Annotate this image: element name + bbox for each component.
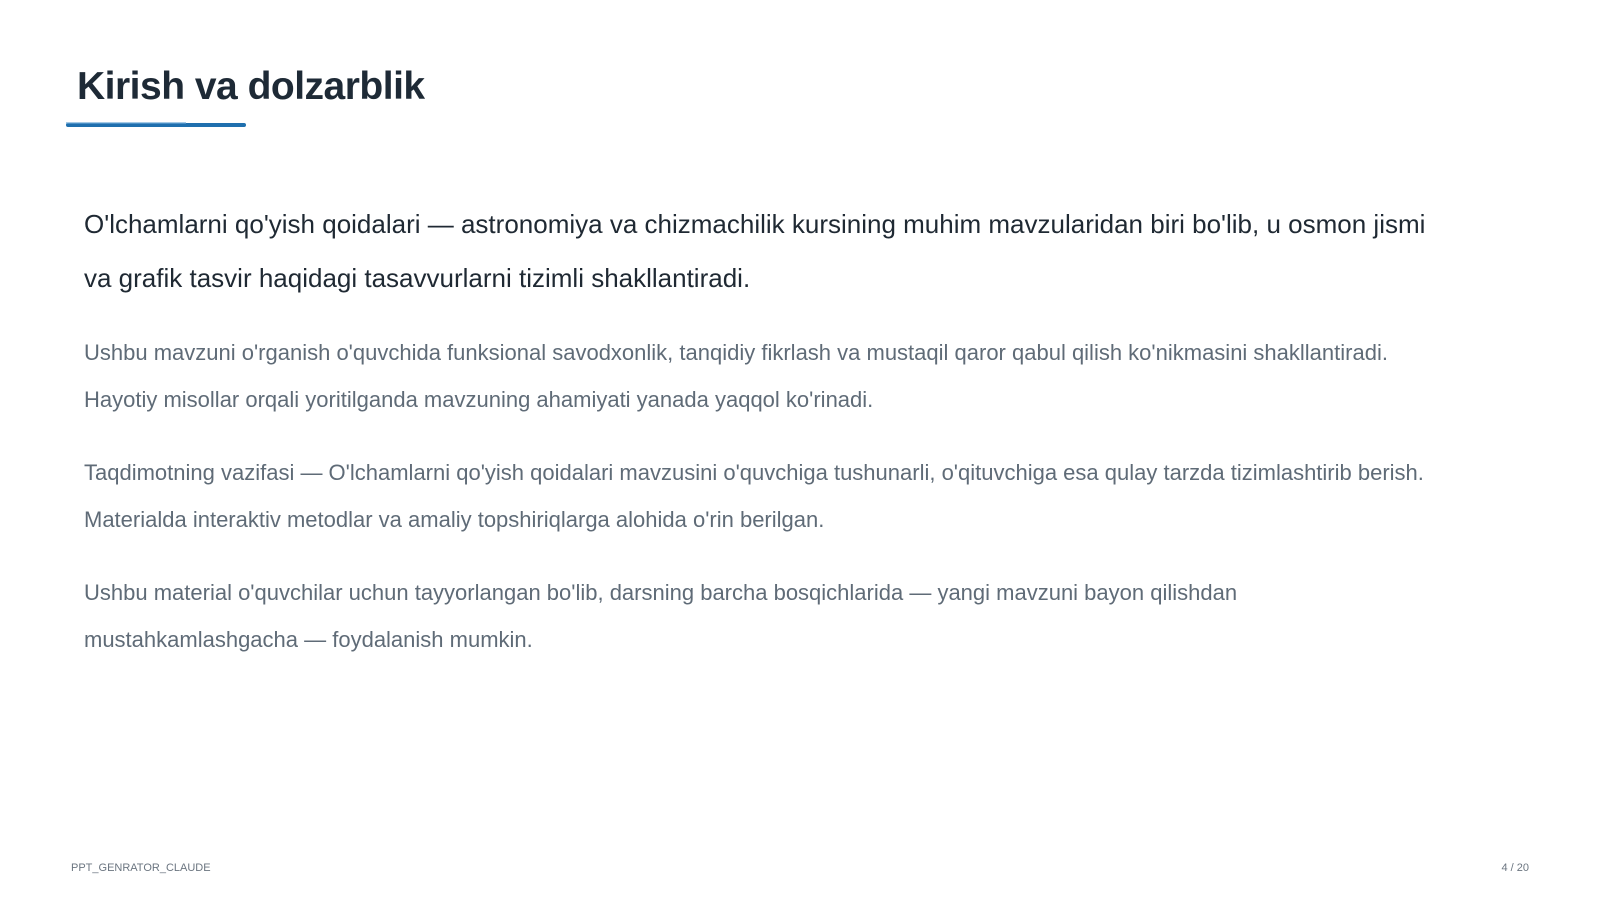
body-paragraph-1: Ushbu mavzuni o'rganish o'quvchida funksional savodxonlik, tanqidiy fikrlash va mustaqil qaror qabul qilish ko'nikmasini shakllantiradi. Hayotiy misollar orqali yoritilganda mavzuning ahamiyati yanada yaqqol ko'rinadi. (84, 340, 1388, 412)
slide-title: Kirish va dolzarblik (77, 65, 425, 108)
title-underline (66, 123, 246, 127)
slide-content (84, 197, 1444, 689)
lead-paragraph: O'lchamlarni qo'yish qoidalari — astronomiya va chizmachilik kursining muhim mavzularidan biri bo'lib, u osmon jismi va grafik tasvir haqidagi tasavvurlarni tizimli shakllantiradi. (84, 209, 1426, 293)
body-paragraph-2: Taqdimotning vazifasi — O'lchamlarni qo'yish qoidalari mavzusini o'quvchiga tushunarli, o'qituvchiga esa qulay tarzda tizimlashtirib berish. Materialda interaktiv metodlar va amaliy topshiriqlarga alohida o'rin berilgan. (84, 460, 1424, 532)
footer-brand: PPT_GENRATOR_CLAUDE (71, 862, 211, 874)
page-number: 4 / 20 (1501, 862, 1529, 874)
body-paragraph-3: Ushbu material o'quvchilar uchun tayyorlangan bo'lib, darsning barcha bosqichlarida — yangi mavzuni bayon qilishdan mustahkamlashgacha — foydalanish mumkin. (84, 580, 1238, 652)
